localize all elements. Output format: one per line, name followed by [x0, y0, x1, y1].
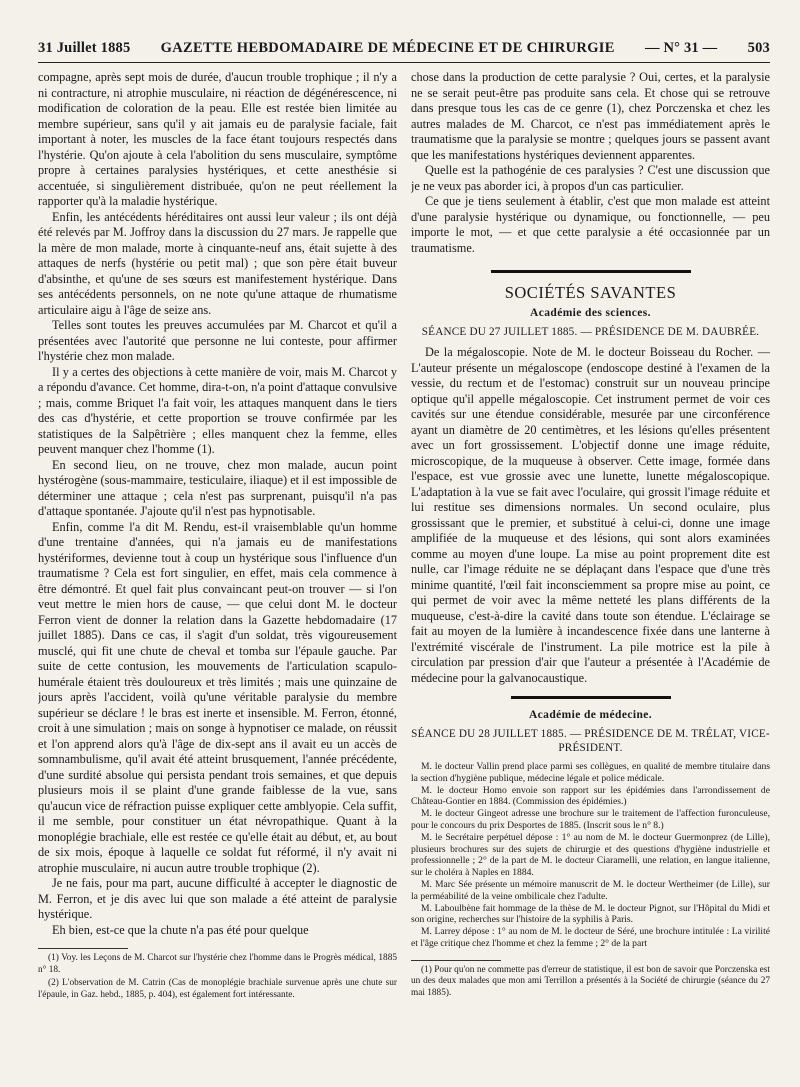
header-date: 31 Juillet 1885 [38, 40, 131, 56]
session-item: M. Larrey dépose : 1° au nom de M. le docteur de Séré, une brochure intitulée : La virilité et l'âge critique chez l'homme et chez la femme ; 2° de la part [411, 926, 770, 949]
running-header [38, 40, 770, 63]
session-heading: SÉANCE DU 27 JUILLET 1885. — PRÉSIDENCE DE M. DAUBRÉE. [421, 326, 760, 338]
academy-heading: Académie des sciences. [530, 307, 651, 319]
paragraph: Eh bien, est-ce que la chute n'a pas été pour quelque [52, 922, 309, 937]
section-divider [511, 696, 671, 699]
paragraph: Il y a certes des objections à cette manière de voir, mais M. Charcot y a répondu d'avance. Cet homme, dira-t-on, n'a point d'attaque convulsive ; mais, comme Briquet l'a fait voir, les attaques manquent dans le tiers des cas d'hystérie, et cette proportion se trouve confirmée par les statistiques de la Salpêtrière ; elles manquent chez la femme, elles peuvent manquer chez l'homme (1). [38, 364, 397, 456]
page-number: 503 [747, 40, 770, 56]
paragraph: En second lieu, on ne trouve, chez mon malade, aucun point hystérogène (sous-mammaire, testiculaire, iliaque) et il est impossible de déterminer une attaque ; cela n'est pas surprenant, puisqu'il n'a pas d'attaque spontanée. J'ajoute qu'il n'est pas hypnotisable. [38, 457, 397, 518]
paragraph: chose dans la production de cette paralysie ? Oui, certes, et la paralysie ne se serait peut-être pas produite sans cela. Et chose qui se retrouve dans presque tous les cas de ce genre (1), chez Porczenska et chez les autres malades de M. Charcot, ce n'est pas immédiatement après le traumatisme que la paralysie se montre ; quelques jours se passent avant que les manifestations hystériques deviennent apparentes. [411, 70, 770, 162]
issue-number: — N° 31 — [644, 40, 718, 56]
paragraph: Ce que je tiens seulement à établir, c'est que mon malade est atteint d'une paralysie hystérique ou dynamique, ou fonctionnelle, — peu importe le mot, — et que cette paralysie a été occasionnée par un traumatisme. [411, 194, 770, 255]
journal-title: GAZETTE HEBDOMADAIRE DE MÉDECINE ET DE CHIRURGIE [160, 40, 615, 56]
footnote: (1) Voy. les Leçons de M. Charcot sur l'hystérie chez l'homme dans le Progrès médical, 1885 n° 18. [38, 953, 397, 975]
section-title: SOCIÉTÉS SAVANTES [504, 283, 677, 302]
paragraph: Enfin, comme l'a dit M. Rendu, est-il vraisemblable qu'un homme d'une trentaine d'années, qui n'a jamais eu de manifestations hystériformes, devienne tout à coup un hystérique sous l'influence d'un traumatisme ? Cela est fort singulier, en effet, mais cela commence à être démontré. Et quel fait plus convaincant peut-on trouver — si l'on veut mettre le mien hors de cause, — que celui dont M. le docteur Ferron vient de donner la relation dans la Gazette hebdomadaire (17 juillet 1885). Dans ce cas, il s'agit d'un soldat, très vigoureusement musclé, qui fit une chute de cheval et tomba sur l'épaule gauche. Par suite de cette contusion, les mouvements de l'articulation scapulo-humérale étaient très douloureux et très limités ; mais une quinzaine de jours après l'accident, voilà qu'une véritable paralysie du membre supérieur se déclare ! le bras est inerte et insensible. M. Ferron, étonné, croit à une simulation ; mais on songe à hypnotiser ce malade, on réussit et l'on apprend alors qu'à l'âge de dix-sept ans il avait eu un accès de somnambulisme, qu'il avait été atteint brusquement, l'année précédente, d'une surdité absolue qui persista pendant trois semaines, et que depuis plusieurs mois il se plaint d'une grande faiblesse de la vue, sans qu'aucun vice de réfraction puisse expliquer cette amblyopie. Cela suffit, il me semble, pour constituer un état névropathique. Quant à la monoplégie brachiale, elle est restée ce qu'elle était au début, et, au bout de six mois, époque à laquelle ce soldat fut réformé, il n'y avait ni atrophie musculaire, ni aucun autre trouble trophique (2). [38, 519, 397, 875]
section-divider [491, 270, 691, 273]
right-column [411, 70, 770, 1070]
academy-heading: Académie de médecine. [528, 709, 653, 721]
footnote-divider [38, 948, 128, 949]
footnote: (2) L'observation de M. Catrin (Cas de monoplégie brachiale survenue après une chute sur l'épaule, in Gaz. hebd., 1885, p. 404), est également fort intéressante. [38, 978, 397, 1000]
session-item: M. le Secrétaire perpétuel dépose : 1° au nom de M. le docteur Guermonprez (de Lille), plusieurs brochures sur des sujets de chirurgie et des questions d'hygiène industrielle et professionnelle ; 2° de la part de M. le docteur Ciaramelli, une relation, en langue italienne, sur le choléra à Naples en 1884. [411, 831, 770, 879]
paragraph: Quelle est la pathogénie de ces paralysies ? C'est une discussion que je ne veux pas aborder ici, à propos d'un cas particulier. [411, 163, 770, 193]
two-column-body [38, 70, 770, 1070]
footnote-divider [411, 960, 501, 961]
paragraph: Je ne fais, pour ma part, aucune difficulté à accepter le diagnostic de M. Ferron, et je dis avec lui que son malade a été atteint de paralysie hystérique. [38, 876, 397, 921]
paragraph: compagne, après sept mois de durée, d'aucun trouble trophique ; il n'y a ni contracture, ni atrophie musculaire, ni réaction de dégénérescence, ni modification de coloration de la peau. Elle est restée bien limitée au membre supérieur, sans qu'il y ait jamais eu de paralysie faciale, fait important à noter, les muscles de la face étant toujours respectés dans l'hystérie. Qu'on ajoute à cela l'abolition du sens musculaire, symptôme propre à certaines paralysies hystériques, et cette anesthésie si accentuée, si singulièrement distribuée, qu'on ne peut réellement la rapporter qu'à la maladie hystérique. [38, 70, 397, 208]
paragraph: Telles sont toutes les preuves accumulées par M. Charcot et qu'il a présentées avec l'autorité que personne ne lui conteste, pour affirmer l'hystérie chez mon malade. [38, 318, 397, 363]
session-item: M. le docteur Homo envoie son rapport sur les épidémies dans l'arrondissement de Château-Gontier en 1884. (Commission des épidémies.) [411, 784, 770, 808]
session-heading: SÉANCE DU 28 JUILLET 1885. — PRÉSIDENCE DE M. TRÉLAT, VICE-PRÉSIDENT. [411, 728, 770, 754]
session-report: De la mégaloscopie. Note de M. le docteur Boisseau du Rocher. — L'auteur présente un mégaloscope (endoscope destiné à l'examen de la vessie, du rectum et de l'estomac) construit sur un nouveau principe optique qu'il appelle mégaloscopie. Cet instrument permet de voir ces cavités sur une étendue considérable, mesurée par une circonférence ayant un diamètre de 20 centimètres, et les lésions qu'elles présentent avec un fort grossissement. L'objectif donne une image réduite, microscopique, de la muqueuse à observer. Cette image, formée dans l'espace, est vue grossie avec une lunette, lunette mégaloscopique. L'adaptation à la vue se fait avec l'oculaire, qui grossit l'image réduite et lui restitue ses dimensions normales. Un second oculaire, plus grossissant que le premier, et substitué à celui-ci, donne une image amplifiée de la muqueuse et des lésions, qui sont alors examinées comme au moyen d'une loupe. La mise au point proprement dite est nulle, car l'image réduite ne se déplaçant dans l'espace que d'une très minime quantité, l'œil fait inconsciemment sa propre mise au point, ce qui permet de voir avec la même netteté les plans différents de la muqueuse, c'est-à-dire la cavité dans toute son étendue. L'éclairage se fait au moyen de la lumière à incandescence fixée dans une lanterne à l'extrémité viscérale de l'instrument. La pile motrice est la pile à circulation par pression d'air que l'auteur a présentée à l'Académie de médecine pour la galvanocaustique. [411, 345, 770, 685]
session-item: M. le docteur Gingeot adresse une brochure sur le traitement de l'affection furonculeuse, pour le concours du prix Desportes de 1885. (Inscrit sous le n° 8.) [411, 808, 770, 831]
session-item: M. le docteur Vallin prend place parmi ses collègues, en qualité de membre titulaire dans la section d'hygiène publique, médecine légale et police médicale. [411, 761, 770, 784]
session-item: M. Laboulbène fait hommage de la thèse de M. le docteur Pignot, sur l'Hôpital du Midi et son origine, recherches sur l'histoire de la syphilis à Paris. [411, 902, 770, 926]
paragraph: Enfin, les antécédents héréditaires ont aussi leur valeur ; ils ont déjà été relevés par M. Joffroy dans la discussion du 27 mars. Je rappelle que la mère de mon malade, morte à cinquante-neuf ans, était sujette à des attaques de nerfs (hystérie ou petit mal) ; que son père était buveur d'absinthe, et qu'une de ses sœurs est manifestement hystérique. Dans ses antécédents personnels, on ne note qu'une attaque de rhumatisme articulaire aigu à l'âge de seize ans. [38, 209, 397, 317]
session-item: M. Marc Sée présente un mémoire manuscrit de M. le docteur Wertheimer (de Lille), sur la perméabilité de la veine ombilicale chez l'adulte. [411, 878, 770, 902]
left-column [38, 70, 397, 1070]
footnote: (1) Pour qu'on ne commette pas d'erreur de statistique, il est bon de savoir que Porczenska est un des deux malades que mon ami Terrillon a présentés à la Société de chirurgie (séance du 27 mai 1885). [411, 964, 770, 998]
